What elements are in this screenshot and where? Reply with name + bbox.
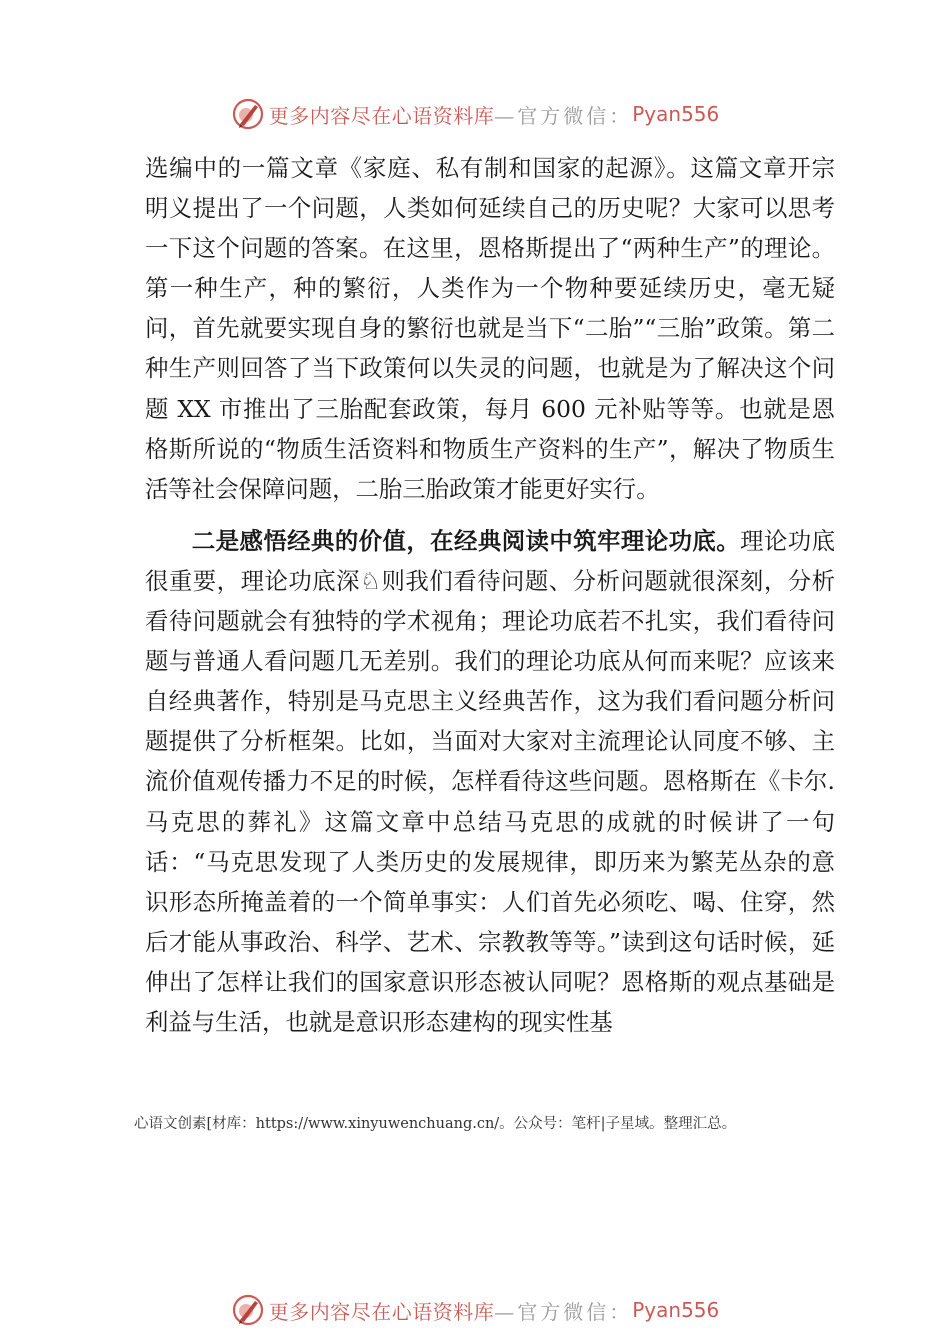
banner-wechat-id: Pyan556 bbox=[632, 102, 720, 126]
paragraph-2-text: 理论功底很重要，理论功底深♘则我们看待问题、分析问题就很深刻，分析看待问题就会有独特的学术视角；理论功底若不扎实，我们看待问题与普通人看问题几无差别。我们的理论功底从何而来呢？应该来自经典著作，特别是马克思主义经典苦作，这为我们看问题分析问题提供了分析框架。比如，当面对大家对主流理论认同度不够、主流价值观传播力不足的时候，怎样看待这些问题。恩格斯在《卡尔.马克思的葬礼》这篇文章中总结马克思的成就的时候讲了一句话：“马克思发现了人类历史的发展规律，即历来为繁芜丛杂的意识形态所掩盖着的一个简单事实：人们首先必须吃、喝、住穿，然后才能从事政治、科学、艺术、宗教教等等。”读到这句话时候，延伸出了怎样让我们的国家意识形态被认同呢？恩格斯的观点基础是利益与生活，也就是意识形态建构的现实性基 bbox=[145, 526, 836, 1036]
banner-subtitle: —官方微信： bbox=[494, 103, 633, 128]
pen-circle-logo-icon bbox=[231, 97, 265, 131]
footer-banner bbox=[0, 1290, 950, 1330]
paragraph-2-heading: 二是感悟经典的价值，在经典阅读中筑牢理论功底。 bbox=[191, 526, 741, 555]
paragraph-1: 选编中的一篇文章《家庭、私有制和国家的起源》。这篇文章开宗明义提出了一个问题，人类如何延续自己的历史呢？大家可以思考一下这个问题的答案。在这里，恩格斯提出了“两种生产”的理论。第一种生产，种的繁衍，人类作为一个物种要延续历史，毫无疑问，首先就要实现自身的繁衍也就是当下“二胎”“三胎”政策。第二种生产则回答了当下政策何以失灵的问题，也就是为了解决这个问题 XX 市推出了三胎配套政策，每月 600 元补贴等等。也就是恩格斯所说的“物质生活资料和物质生产资料的生产”，解决了物质生活等社会保障问题，二胎三胎政策才能更好实行。 bbox=[145, 154, 835, 503]
pen-circle-logo-icon bbox=[231, 1293, 265, 1327]
banner-title: 更多内容尽在心语资料库 bbox=[268, 1299, 495, 1324]
banner-wechat-id: Pyan556 bbox=[632, 1298, 720, 1322]
document-body bbox=[145, 148, 835, 1042]
paragraph-2 bbox=[145, 521, 835, 1042]
banner-subtitle: —官方微信： bbox=[494, 1299, 633, 1324]
header-banner bbox=[0, 94, 950, 134]
banner-title: 更多内容尽在心语资料库 bbox=[268, 103, 495, 128]
source-note: 心语文创素[材库：https://www.xinyuwenchuang.cn/。公众号：笔杆|子星域。整理汇总。 bbox=[134, 1116, 737, 1132]
